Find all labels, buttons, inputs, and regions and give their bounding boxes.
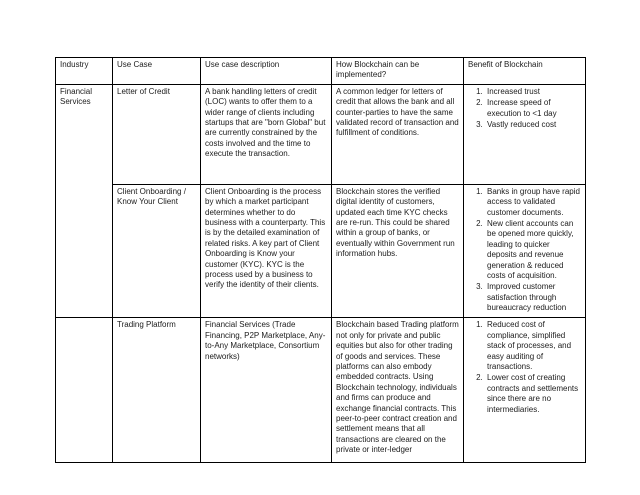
cell-benefits [464, 184, 586, 318]
cell-description: Financial Services (Trade Financing, P2P Marketplace, Any-to-Any Marketplace, Consortium networks) [201, 318, 332, 463]
benefit-list [468, 320, 581, 415]
table-header-row [56, 58, 586, 85]
benefit-list [468, 187, 581, 314]
cell-implementation: Blockchain based Trading platform not only for private and public equities but also for other trading of goods and services. These platforms can also embody embedded contracts. Using Blockchain technology, individuals and firms can produce and exchange financial contracts. This peer-to-peer contract creation and settlement means that all transactions are cleared on the private or inter-ledger [332, 318, 464, 463]
table-row [56, 318, 586, 463]
cell-description: A bank handling letters of credit (LOC) wants to offer them to a wider range of clients including startups that are "born Global" but are currently constrained by the costs involved and the time to execute the transaction. [201, 84, 332, 184]
cell-use-case: Letter of Credit [113, 84, 201, 184]
cell-benefits [464, 318, 586, 463]
benefit-item: 1. Banks in group have rapid access to validated customer documents. [485, 187, 581, 218]
cell-benefits [464, 84, 586, 184]
benefit-item: 2. New client accounts can be opened more quickly, leading to quicker deposits and revenue generation & reduced costs of acquisition. [485, 219, 581, 281]
benefit-item: 1. Reduced cost of compliance, simplified stack of processes, and easy auditing of transactions. [485, 320, 581, 372]
benefit-list [468, 87, 581, 131]
benefit-item: 2. Lower cost of creating contracts and settlements since there are no intermediaries. [485, 373, 581, 415]
cell-industry [56, 318, 113, 463]
header-use-case: Use Case [113, 58, 201, 85]
benefit-item: 2. Increase speed of execution to <1 day [485, 98, 581, 119]
header-industry: Industry [56, 58, 113, 85]
blockchain-use-case-table [55, 57, 586, 463]
benefit-item: 3. Vastly reduced cost [485, 120, 581, 130]
header-benefit: Benefit of Blockchain [464, 58, 586, 85]
table-row [56, 84, 586, 184]
cell-implementation: Blockchain stores the verified digital identity of customers, updated each time KYC checks are re-run. This could be shared within a group of banks, or eventually within Government run information hubs. [332, 184, 464, 318]
cell-industry: Financial Services [56, 84, 113, 318]
cell-implementation: A common ledger for letters of credit that allows the bank and all counter-parties to have the same validated record of transaction and fulfillment of conditions. [332, 84, 464, 184]
cell-description: Client Onboarding is the process by which a market participant determines whether to do business with a counterparty. This is by the detailed examination of related risks. A key part of Client Onboarding is Know your customer (KYC). KYC is the process used by a business to verify the identity of their clients. [201, 184, 332, 318]
benefit-item: 3. Improved customer satisfaction through bureaucracy reduction [485, 282, 581, 313]
header-description: Use case description [201, 58, 332, 85]
cell-use-case: Trading Platform [113, 318, 201, 463]
header-implementation: How Blockchain can be implemented? [332, 58, 464, 85]
benefit-item: 1. Increased trust [485, 87, 581, 97]
table-row [56, 184, 586, 318]
cell-use-case: Client Onboarding / Know Your Client [113, 184, 201, 318]
